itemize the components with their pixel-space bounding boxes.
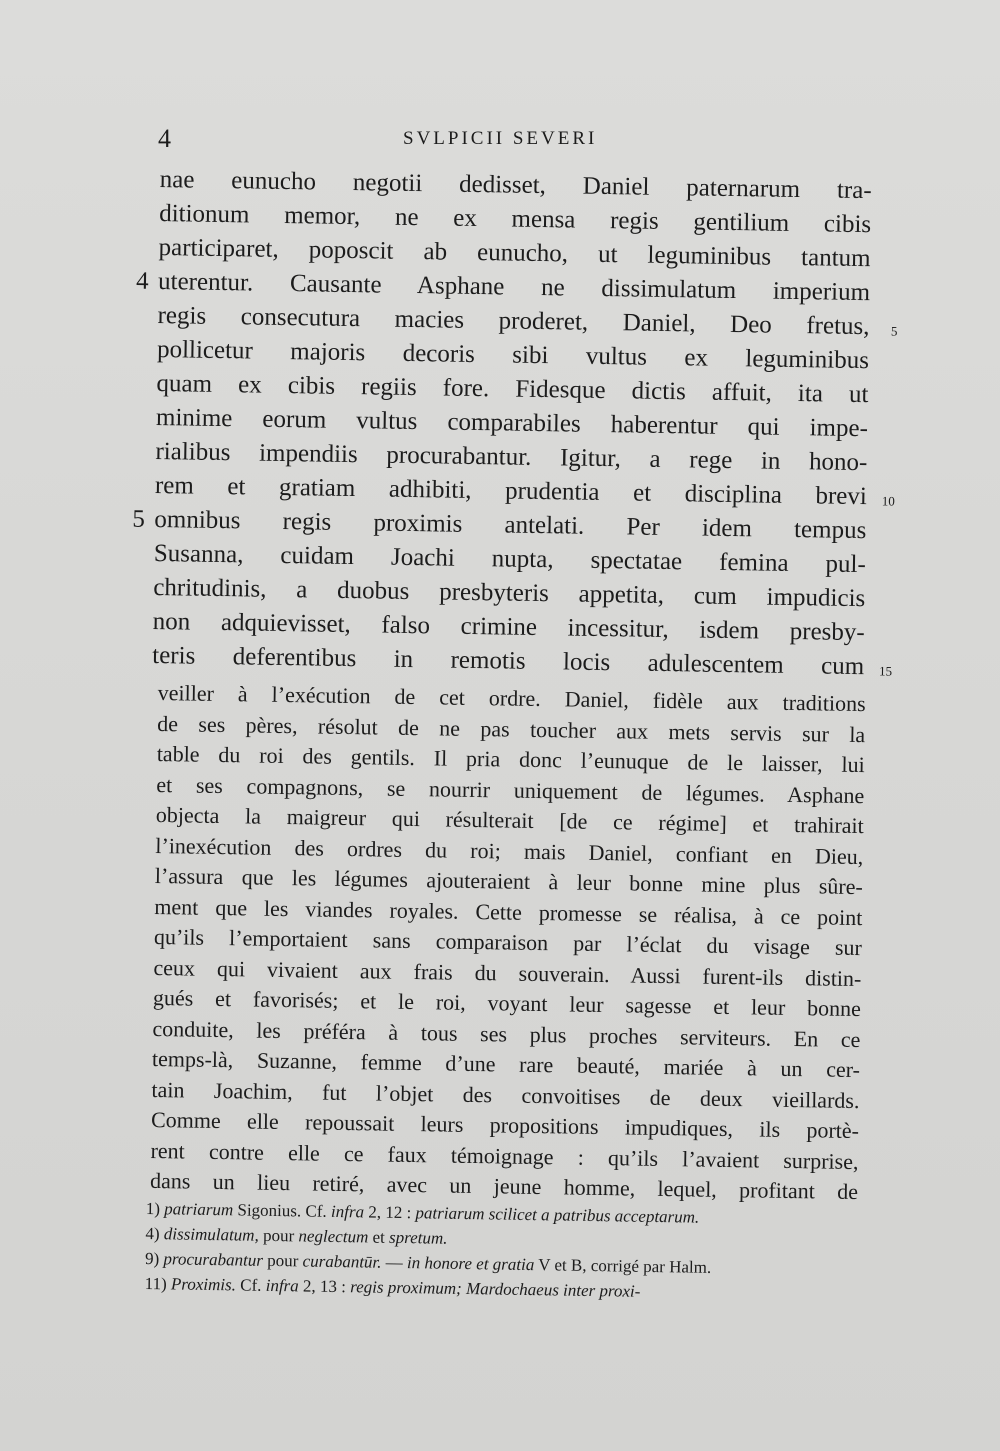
french-line: ceux qui vivaient aux frais du souverain. Aussi furent-ils distin- [153, 954, 862, 991]
footnote-text: V et B, corrigé par Halm. [534, 1255, 712, 1277]
latin-line: pollicetur majoris decoris sibi vultus ex leguminibus [156, 335, 870, 375]
footnotes [144, 1198, 861, 1309]
french-line: dans un lieu retiré, avec un jeune homme, lequel, profitant de [149, 1167, 859, 1205]
footnote-italic: regis proximum; Mardochaeus inter proxi- [350, 1277, 641, 1301]
latin-line-text: omnibus regis proximis antelati. Per idem tempus [154, 505, 867, 545]
footnote-italic: procurabantur [163, 1249, 264, 1270]
latin-line-text: rem et gratiam adhibiti, prudentia et disciplina brevi [154, 471, 868, 511]
page-number: 4 [158, 124, 171, 153]
left-margin-number: 4 [135, 267, 149, 295]
footnote-number: 4) [145, 1223, 160, 1244]
latin-line: non adquievisset, falso crimine incessitur, isdem presby- [152, 607, 865, 647]
running-head: SVLPICII SEVERI [403, 128, 598, 149]
footnote-text: Sigonius. Cf. [233, 1200, 332, 1221]
latin-text-block [132, 163, 898, 684]
latin-line-text: uterentur. Causante Asphane ne dissimulatum imperium [157, 267, 871, 307]
latin-line: rialibus impendiis procurabantur. Igitur, a rege in hono- [155, 437, 868, 477]
latin-line-text: teris deferentibus in remotis locis adulescentem cum [152, 641, 865, 681]
footnote-text: — [381, 1252, 408, 1273]
right-margin-number: 10 [881, 493, 895, 509]
french-line: Comme elle repoussait leurs propositions impudiques, ils portè- [150, 1106, 860, 1144]
latin-line: Susanna, cuidam Joachi nupta, spectatae femina pul- [153, 539, 866, 579]
french-line: temps-là, Suzanne, femme d’une rare beauté, mariée à un cer- [151, 1045, 861, 1083]
footnote-text: pour [262, 1250, 303, 1271]
latin-line: ditionum memor, ne ex mensa regis gentilium cibis [158, 199, 872, 239]
latin-line: nae eunucho negotii dedisset, Daniel paternarum tra- [159, 165, 872, 205]
footnote-text: 2, 13 : [298, 1276, 351, 1297]
french-line: tain Joachim, fut l’objet des convoitises de deux vieillards. [151, 1076, 860, 1113]
french-line: l’assura que les légumes ajouteraient à leur bonne mine plus sûre- [154, 862, 864, 900]
french-line: objecta la maigreur qui résulterait [de ce régime] et trahirait [155, 801, 864, 839]
french-translation-block [150, 678, 866, 1208]
french-line: veiller à l’exécution de cet ordre. Daniel, fidèle aux traditions [157, 679, 866, 717]
footnote-text: et [368, 1227, 390, 1247]
latin-line-text: regis consecutura macies proderet, Daniel, Deo fretus, [157, 301, 870, 341]
page-header [158, 124, 878, 154]
footnote-number: 1) [145, 1198, 161, 1219]
footnote-italic: patriarum scilicet a patribus acceptarum. [415, 1203, 700, 1227]
footnote-text: Cf. [235, 1275, 266, 1295]
french-line: gués et favorisés; et le roi, voyant leur sagesse et leur bonne [152, 984, 862, 1022]
footnote-italic: patriarum [164, 1199, 234, 1220]
french-line: conduite, les préféra à tous ses plus proches serviteurs. En ce [152, 1015, 861, 1052]
right-margin-number: 15 [878, 663, 893, 679]
footnote-text: 2, 12 : [363, 1202, 416, 1223]
footnote-italic: infra [265, 1275, 299, 1296]
footnote-italic: in honore et gratia [406, 1253, 535, 1275]
french-line: l’inexécution des ordres du roi; mais Daniel, confiant en Dieu, [155, 832, 864, 869]
footnote-italic: dissimulatum, [163, 1224, 259, 1245]
footnote-number: 9) [144, 1248, 160, 1269]
latin-line: quam ex cibis regiis fore. Fidesque dictis affuit, ita ut [156, 369, 869, 409]
footnote-italic: neglectum [298, 1226, 369, 1247]
left-margin-number: 5 [132, 505, 146, 533]
french-line: rent contre elle ce faux témoignage : qu’ils l’avaient surprise, [150, 1137, 859, 1174]
footnote-italic: infra [330, 1201, 365, 1222]
footnote-italic: curabantūr. [302, 1251, 382, 1272]
latin-line: chritudinis, a duobus presbyteris appetita, cum impudicis [153, 573, 866, 613]
french-line: de ses pères, résolut de ne pas toucher aux mets servis sur la [157, 710, 866, 747]
footnote-italic: Proximis. [170, 1274, 237, 1295]
french-line: table du roi des gentils. Il pria donc l’eunuque de le laisser, lui [156, 740, 865, 778]
right-margin-number: 5 [890, 323, 898, 339]
latin-line: minime eorum vultus comparabiles haberentur qui impe- [155, 403, 869, 443]
french-line: qu’ils l’emportaient sans comparaison par l’éclat du visage sur [153, 923, 863, 961]
footnote-number: 11) [144, 1273, 167, 1294]
french-line: ment que les viandes royales. Cette promesse se réalisa, à ce point [154, 893, 863, 930]
latin-line: participaret, poposcit ab eunucho, ut leguminibus tantum [158, 233, 871, 273]
footnote-italic: spretum. [388, 1227, 448, 1248]
footnote-text: pour [258, 1225, 299, 1246]
french-line: et ses compagnons, se nourrir uniquement de légumes. Asphane [156, 771, 865, 808]
